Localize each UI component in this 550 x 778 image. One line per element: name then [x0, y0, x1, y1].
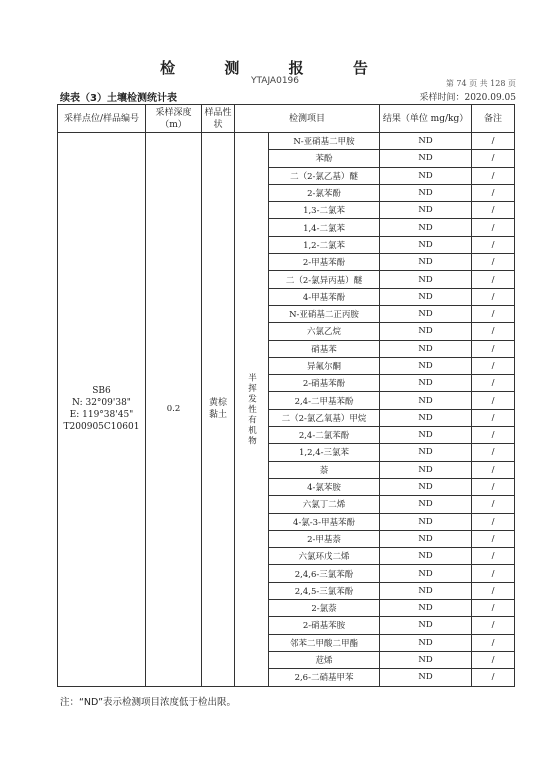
analyte-result: ND: [380, 375, 472, 392]
analyte-name: 2,6-二硝基甲苯: [269, 669, 380, 686]
analyte-remark: /: [472, 357, 515, 374]
analyte-name: N-亚硝基二正丙胺: [269, 305, 380, 322]
sample-point: SB6: [92, 386, 111, 397]
analyte-name: 六氯丁二烯: [269, 496, 380, 513]
analyte-remark: /: [472, 409, 515, 426]
analyte-result: ND: [380, 409, 472, 426]
analyte-result: ND: [380, 582, 472, 599]
analyte-remark: /: [472, 617, 515, 634]
analyte-remark: /: [472, 513, 515, 530]
sample-lon: E: 119°38'45": [69, 410, 134, 421]
analyte-result: ND: [380, 565, 472, 582]
analyte-result: ND: [380, 548, 472, 565]
analyte-result: ND: [380, 357, 472, 374]
analyte-result: ND: [380, 669, 472, 686]
analyte-result: ND: [380, 271, 472, 288]
analyte-remark: /: [472, 340, 515, 357]
table-header-row: [58, 105, 515, 133]
analyte-remark: /: [472, 305, 515, 322]
sampling-time: 采样时间：2020.09.05: [419, 93, 516, 103]
footnote: 注：“ND”表示检测项目浓度低于检出限。: [60, 697, 237, 708]
analyte-name: 二（2-氯乙氧基）甲烷: [269, 409, 380, 426]
analyte-result: ND: [380, 634, 472, 651]
header-depth: 采样深度（m）: [146, 105, 202, 133]
analyte-result: ND: [380, 254, 472, 271]
sample-state: 黄棕黏土: [208, 398, 227, 421]
analyte-remark: /: [472, 444, 515, 461]
analyte-remark: /: [472, 427, 515, 444]
analyte-result: ND: [380, 392, 472, 409]
analyte-remark: /: [472, 392, 515, 409]
analyte-result: ND: [380, 444, 472, 461]
table-row: [58, 133, 515, 150]
analyte-remark: /: [472, 634, 515, 651]
analyte-remark: /: [472, 167, 515, 184]
analyte-name: 2-氯苯酚: [269, 184, 380, 201]
analyte-remark: /: [472, 478, 515, 495]
analyte-remark: /: [472, 600, 515, 617]
analyte-name: 2,4,5-三氯苯酚: [269, 582, 380, 599]
analyte-name: 2-氯萘: [269, 600, 380, 617]
analyte-name: 2-硝基苯酚: [269, 375, 380, 392]
analyte-result: ND: [380, 288, 472, 305]
analyte-remark: /: [472, 530, 515, 547]
analyte-result: ND: [380, 617, 472, 634]
analyte-remark: /: [472, 133, 515, 150]
header-item: 检测项目: [235, 105, 380, 133]
page-info: 第 74 页 共 128 页: [445, 79, 516, 88]
analyte-remark: /: [472, 582, 515, 599]
header-state: 样品性状: [202, 105, 235, 133]
analyte-name: 邻苯二甲酸二甲酯: [269, 634, 380, 651]
analyte-result: ND: [380, 236, 472, 253]
results-table: [57, 104, 515, 687]
header-location: 采样点位/样品编号: [58, 105, 146, 133]
analyte-result: ND: [380, 133, 472, 150]
analyte-remark: /: [472, 461, 515, 478]
analyte-name: 2,4-二氯苯酚: [269, 427, 380, 444]
analyte-remark: /: [472, 271, 515, 288]
analyte-result: ND: [380, 513, 472, 530]
analyte-result: ND: [380, 202, 472, 219]
analyte-name: 2,4-二甲基苯酚: [269, 392, 380, 409]
analyte-name: 异氟尔酮: [269, 357, 380, 374]
report-title: 检 测 报 告: [160, 59, 390, 77]
analyte-result: ND: [380, 184, 472, 201]
analyte-name: 2,4,6-三氯苯酚: [269, 565, 380, 582]
analyte-category: 半挥发性有机物: [246, 372, 257, 446]
analyte-name: 4-氯-3-甲基苯酚: [269, 513, 380, 530]
report-code: YTAJA0196: [250, 76, 299, 86]
analyte-remark: /: [472, 150, 515, 167]
analyte-name: 苊烯: [269, 651, 380, 668]
analyte-result: ND: [380, 323, 472, 340]
analyte-result: ND: [380, 167, 472, 184]
analyte-name: 4-甲基苯酚: [269, 288, 380, 305]
analyte-remark: /: [472, 496, 515, 513]
analyte-remark: /: [472, 548, 515, 565]
analyte-remark: /: [472, 184, 515, 201]
sample-depth: 0.2: [146, 133, 202, 687]
analyte-remark: /: [472, 323, 515, 340]
analyte-remark: /: [472, 565, 515, 582]
analyte-remark: /: [472, 236, 515, 253]
analyte-result: ND: [380, 600, 472, 617]
analyte-name: 二（2-氯乙基）醚: [269, 167, 380, 184]
sample-code: T200905C10601: [63, 422, 140, 433]
table-subtitle: 续表（3）土壤检测统计表: [60, 93, 177, 104]
analyte-remark: /: [472, 375, 515, 392]
analyte-result: ND: [380, 305, 472, 322]
analyte-result: ND: [380, 427, 472, 444]
analyte-name: 六氯乙烷: [269, 323, 380, 340]
analyte-name: 1,2,4-三氯苯: [269, 444, 380, 461]
analyte-name: 苯酚: [269, 150, 380, 167]
analyte-name: N-亚硝基二甲胺: [269, 133, 380, 150]
analyte-remark: /: [472, 254, 515, 271]
analyte-name: 2-甲基萘: [269, 530, 380, 547]
analyte-result: ND: [380, 496, 472, 513]
analyte-name: 1,3-二氯苯: [269, 202, 380, 219]
analyte-name: 2-硝基苯胺: [269, 617, 380, 634]
analyte-name: 硝基苯: [269, 340, 380, 357]
analyte-name: 萘: [269, 461, 380, 478]
table-body: [58, 133, 515, 687]
analyte-result: ND: [380, 340, 472, 357]
sample-location-cell: [58, 133, 146, 687]
analyte-name: 1,4-二氯苯: [269, 219, 380, 236]
analyte-name: 2-甲基苯酚: [269, 254, 380, 271]
analyte-remark: /: [472, 288, 515, 305]
category-cell: [235, 133, 269, 687]
analyte-result: ND: [380, 530, 472, 547]
analyte-result: ND: [380, 651, 472, 668]
analyte-name: 1,2-二氯苯: [269, 236, 380, 253]
analyte-remark: /: [472, 202, 515, 219]
sample-state-cell: [202, 133, 235, 687]
analyte-result: ND: [380, 461, 472, 478]
sample-lat: N: 32°09'38": [72, 398, 131, 409]
analyte-remark: /: [472, 219, 515, 236]
analyte-remark: /: [472, 669, 515, 686]
header-result: 结果（单位 mg/kg）: [380, 105, 472, 133]
analyte-result: ND: [380, 150, 472, 167]
analyte-name: 4-氯苯胺: [269, 478, 380, 495]
analyte-remark: /: [472, 651, 515, 668]
analyte-result: ND: [380, 478, 472, 495]
header-remark: 备注: [472, 105, 515, 133]
analyte-result: ND: [380, 219, 472, 236]
analyte-name: 二（2-氯异丙基）醚: [269, 271, 380, 288]
analyte-name: 六氯环戊二烯: [269, 548, 380, 565]
